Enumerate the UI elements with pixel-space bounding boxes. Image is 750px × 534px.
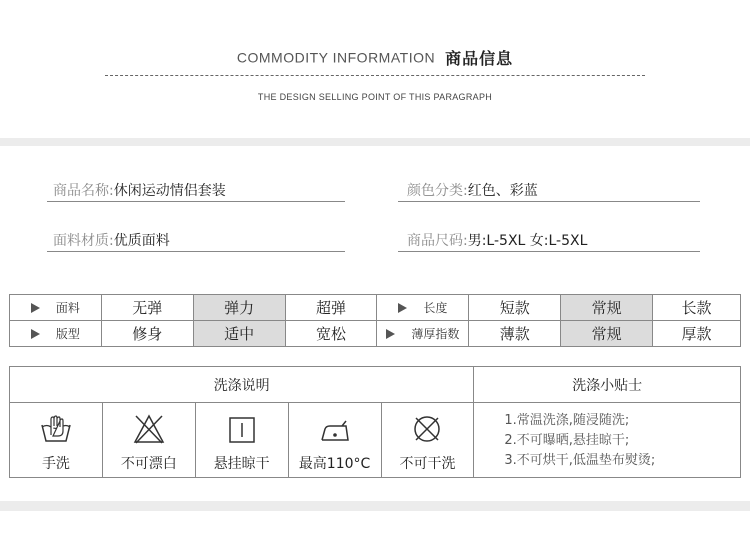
header-title (0, 46, 750, 69)
product-name-value: 休闲运动情侣套装 (113, 183, 226, 199)
spec-option: 修身 (101, 321, 193, 347)
spec-table (9, 294, 741, 347)
bottom-gray-band (0, 501, 750, 511)
wash-item-no-dry-clean (381, 403, 474, 478)
commodity-header (0, 0, 750, 140)
size-row (398, 230, 700, 252)
spec-header-elasticity: 面料 (10, 295, 102, 321)
color-row (398, 180, 700, 202)
wash-item-hang-dry (195, 403, 288, 478)
wash-table (9, 366, 741, 478)
iron-icon (318, 415, 352, 445)
spec-option: 长款 (653, 295, 741, 321)
spec-row-fit (10, 321, 741, 347)
header-subtitle: THE DESIGN SELLING POINT OF THIS PARAGRAPH (257, 92, 493, 102)
hang-dry-icon (227, 415, 257, 445)
wash-label: 不可漂白 (120, 456, 177, 472)
color-label: 颜色分类: (407, 183, 468, 199)
spec-option: 常规 (561, 321, 653, 347)
color-value: 红色、彩蓝 (467, 183, 538, 199)
spec-row-fabric (10, 295, 741, 321)
triangle-icon (386, 329, 395, 339)
wash-instructions-header: 洗涤说明 (10, 367, 474, 403)
triangle-icon (31, 329, 40, 339)
triangle-icon (398, 303, 407, 313)
spec-option: 弹力 (193, 295, 285, 321)
wash-item-iron (288, 403, 381, 478)
product-name-label: 商品名称: (53, 183, 114, 199)
wash-label: 手洗 (41, 456, 70, 472)
spec-option: 超弹 (285, 295, 377, 321)
spec-header-thickness: 薄厚指数 (377, 321, 469, 347)
spec-option: 无弹 (101, 295, 193, 321)
fabric-value: 优质面料 (113, 233, 170, 249)
fabric-label: 面料材质: (53, 233, 114, 249)
wash-item-no-bleach (102, 403, 195, 478)
header-title-cn: 商品信息 (445, 49, 514, 68)
spec-option: 适中 (193, 321, 285, 347)
spec-option: 宽松 (285, 321, 377, 347)
wash-label: 最高110°C (298, 456, 371, 472)
header-dashed-divider (105, 75, 645, 76)
spec-option: 厚款 (653, 321, 741, 347)
spec-option: 常规 (561, 295, 653, 321)
size-label: 商品尺码: (407, 233, 468, 249)
wash-item-hand-wash (10, 403, 103, 478)
header-title-en: COMMODITY INFORMATION (236, 49, 436, 66)
spec-header-length: 长度 (377, 295, 469, 321)
wash-tip: 2.不可曝晒,悬挂晾干; (504, 433, 630, 448)
wash-tip: 3.不可烘干,低温垫布熨烫; (504, 453, 656, 468)
product-name-row (47, 180, 345, 202)
no-bleach-icon (132, 413, 166, 445)
fabric-row (47, 230, 345, 252)
spec-header-fit: 版型 (10, 321, 102, 347)
wash-tips-list (474, 403, 741, 478)
size-value: 男:L-5XL 女:L-5XL (467, 233, 588, 249)
top-gray-band (0, 138, 750, 146)
spec-option: 短款 (469, 295, 561, 321)
hand-wash-icon (39, 413, 73, 445)
spec-option: 薄款 (469, 321, 561, 347)
wash-tips-header: 洗涤小贴士 (474, 367, 741, 403)
wash-label: 悬挂晾干 (213, 456, 270, 472)
wash-tip: 1.常温洗涤,随浸随洗; (504, 413, 630, 428)
triangle-icon (31, 303, 40, 313)
wash-label: 不可干洗 (399, 456, 456, 472)
no-dry-clean-icon (410, 413, 444, 445)
